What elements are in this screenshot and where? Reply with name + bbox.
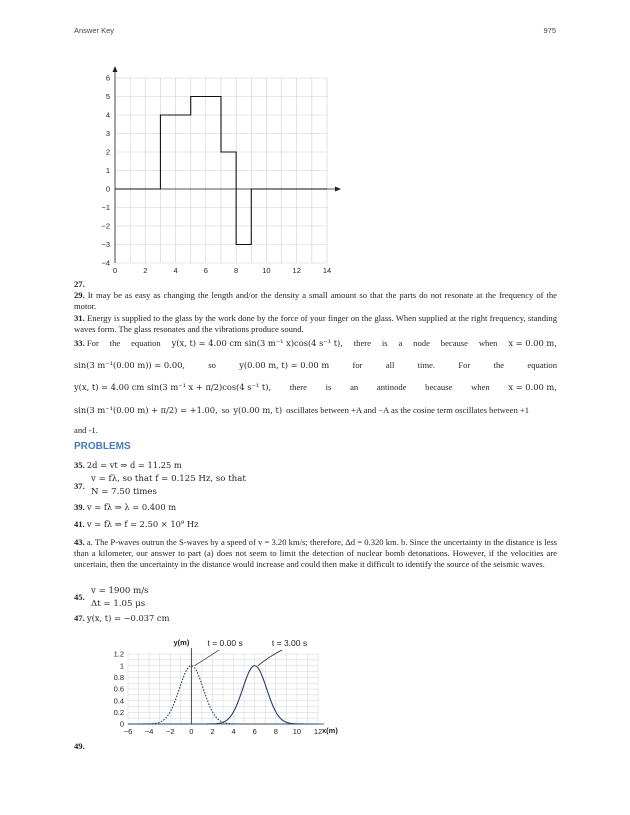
y-tick-label: 4 — [105, 110, 110, 120]
y-tick-label: 0.2 — [113, 707, 124, 717]
x-tick-label: 8 — [273, 727, 278, 736]
answer-37-line2: N = 7.50 times — [91, 487, 157, 497]
answer-31: 31. Energy is supplied to the glass by the work done by the force of your finger on the glass. When supplied at the right frequency, standing waves form. The glass resonates and the vibrations produce sound. — [74, 313, 557, 335]
x-tick-label: 0 — [189, 727, 194, 736]
annotation-t3: t = 3.00 s — [271, 638, 308, 648]
answer-35: 35. 2d = vt ⇒ d = 11.25 m — [74, 460, 182, 470]
y-tick-label: 1 — [105, 166, 110, 176]
x-tick-label: 2 — [210, 727, 215, 736]
y-tick-label: −4 — [101, 258, 110, 268]
answer-29: 29. It may be as easy as changing the length and/or the density a small amount so that the parts do not resonate at the frequency of the motor. — [74, 290, 557, 312]
y-tick-label: −1 — [101, 203, 110, 213]
answer-41: 41. v = fλ ⇒ f = 2.50 × 10⁹ Hz — [74, 519, 199, 529]
step-graph — [95, 66, 345, 276]
page-number: 975 — [543, 26, 556, 35]
y-tick-label: −2 — [101, 221, 110, 231]
answer-45-line1: v = 1900 m/s — [91, 586, 149, 596]
x-tick-label: 8 — [234, 266, 239, 275]
annotation-t3-leader — [258, 650, 282, 666]
answer-33-line3: y(x, t) = 4.00 cm sin(3 m⁻¹ x + π/2)cos(4 s⁻¹ t), there is an antinode because when x = 0.00 m, — [74, 382, 557, 392]
answer-33-line5: and -1. — [74, 425, 98, 435]
x-axis-label: x(m) — [322, 726, 338, 735]
y-tick-label: 0.6 — [113, 684, 124, 694]
y-tick-label: 6 — [105, 73, 110, 83]
y-tick-label: 0 — [119, 719, 124, 729]
problems-heading: PROBLEMS — [74, 441, 131, 452]
x-tick-label: 14 — [322, 266, 332, 275]
answer-37-line1: v = fλ, so that f = 0.125 Hz, so that — [91, 474, 246, 484]
running-header: Answer Key — [74, 26, 115, 35]
x-tick-label: 12 — [292, 266, 301, 275]
answer-45-number: 45. — [74, 592, 85, 602]
x-tick-label: 12 — [313, 727, 323, 736]
y-tick-label: −3 — [101, 240, 110, 250]
x-tick-label: −4 — [144, 727, 154, 736]
y-tick-label: 2 — [105, 147, 110, 157]
x-tick-label: 2 — [143, 266, 148, 275]
y-tick-label: 1 — [119, 661, 124, 671]
y-axis-arrow — [113, 66, 118, 72]
answer-33-line4: sin(3 m⁻¹(0.00 m) + π/2) = +1.00, so y(0.00 m, t) oscillates between +A and −A as the cosine term oscillates between +1 — [74, 405, 530, 415]
answer-39: 39. v = fλ ⇒ λ = 0.400 m — [74, 502, 177, 512]
wave-pulse-graph — [92, 630, 372, 740]
answer-49: 49. — [74, 741, 85, 751]
answer-33-line2: sin(3 m⁻¹(0.00 m)) = 0.00, so y(0.00 m, t) = 0.00 m for all time. For the equation — [74, 360, 557, 370]
x-axis-arrow — [335, 187, 341, 192]
annotation-t0-leader — [195, 650, 219, 666]
x-tick-label: 4 — [173, 266, 178, 275]
y-tick-label: 0.4 — [113, 696, 124, 706]
y-tick-label: 3 — [105, 129, 110, 139]
x-tick-label: 10 — [262, 266, 271, 275]
answer-27: 27. — [74, 279, 85, 289]
y-tick-label: 0 — [105, 184, 110, 194]
annotation-t0: t = 0.00 s — [207, 638, 243, 648]
x-tick-label: −2 — [165, 727, 175, 736]
x-tick-label: 0 — [112, 266, 118, 275]
answer-47: 47. y(x, t) = −0.037 cm — [74, 613, 170, 623]
y-axis-label: y(m) — [173, 638, 190, 647]
y-tick-label: 0.8 — [113, 672, 124, 682]
x-tick-label: 10 — [292, 727, 302, 736]
x-tick-label: 6 — [203, 266, 208, 275]
y-tick-label: 1.2 — [113, 649, 124, 659]
x-tick-label: −6 — [123, 727, 133, 736]
answer-37-number: 37. — [74, 481, 85, 491]
x-tick-label: 6 — [252, 727, 257, 736]
answer-33-line1: 33. For the equation y(x, t) = 4.00 cm sin(3 m⁻¹ x)cos(4 s⁻¹ t), there is a node because when x = 0.00 m, — [74, 338, 557, 348]
answer-43: 43. a. The P-waves outrun the S-waves by a speed of v = 3.20 km/s; therefore, Δd = 0.320 km. b. Since the uncertainty in the distance is less than a kilometer, our answer to part (a) does not seem to limit the detection of nuclear bomb detonations. However, if the velocities are uncertain, then the uncertainty in the distance would increase and could then make it difficult to identify the source of the seismic waves. — [74, 537, 557, 570]
answer-45-line2: Δt = 1.05 μs — [91, 599, 146, 609]
y-tick-label: 5 — [105, 92, 110, 102]
x-tick-label: 4 — [231, 727, 236, 736]
